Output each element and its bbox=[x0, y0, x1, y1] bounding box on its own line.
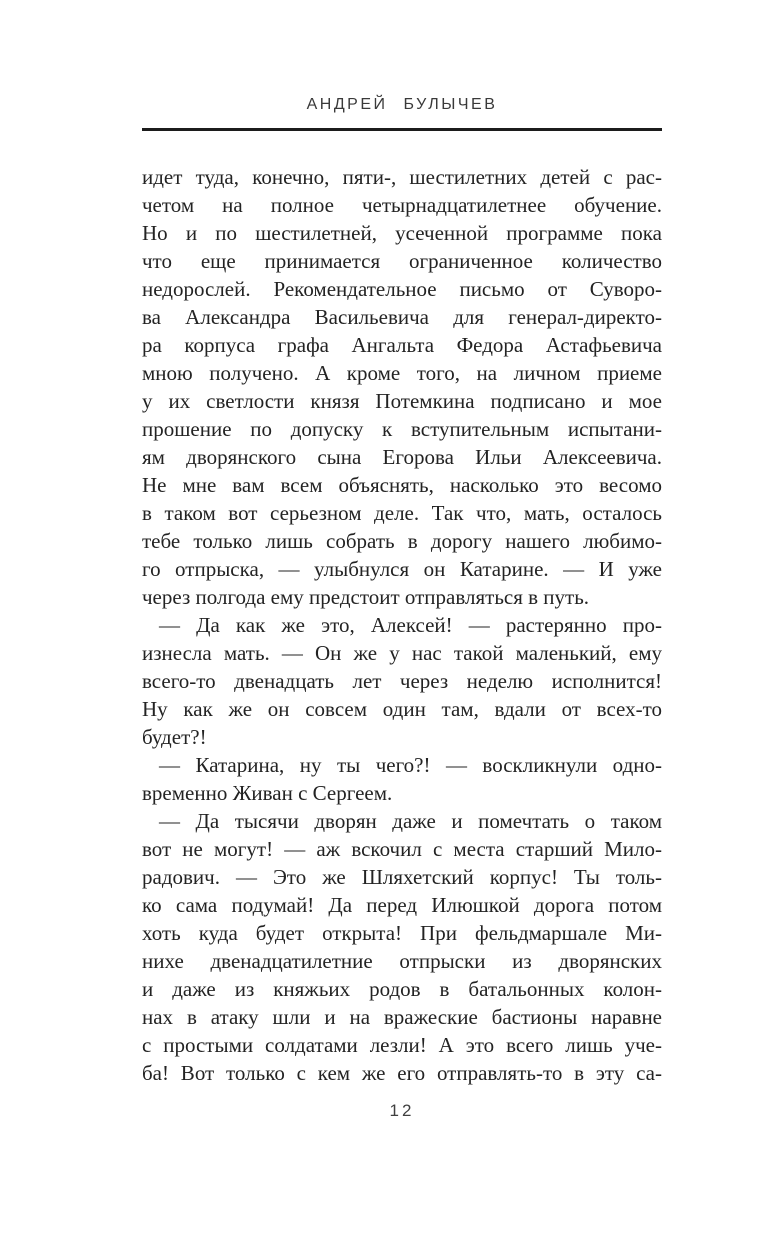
text-line: прошение по допуску к вступительным испытани- bbox=[142, 417, 662, 441]
body-text bbox=[142, 163, 662, 1087]
header-rule bbox=[142, 128, 662, 131]
text-line: тебе только лишь собрать в дорогу нашего любимо- bbox=[142, 529, 662, 553]
page-number: 12 bbox=[389, 1101, 415, 1120]
text-line: ра корпуса графа Ангальта Федора Астафьевича bbox=[142, 333, 662, 357]
text-line: через полгода ему предстоит отправляться в путь. bbox=[142, 585, 590, 609]
text-line: что еще принимается ограниченное количество bbox=[142, 249, 662, 273]
text-line: Не мне вам всем объяснять, насколько это весомо bbox=[142, 473, 662, 497]
text-line: ям дворянского сына Егорова Ильи Алексеевича. bbox=[142, 445, 662, 469]
text-line: ко сама подумай! Да перед Илюшкой дорога потом bbox=[142, 893, 662, 917]
text-line: всего-то двенадцать лет через неделю исполнится! bbox=[142, 669, 662, 693]
text-line: — Катарина, ну ты чего?! — воскликнули одно- bbox=[159, 753, 662, 777]
text-line: недорослей. Рекомендательное письмо от Суворо- bbox=[142, 277, 662, 301]
text-line: у их светлости князя Потемкина подписано и мое bbox=[142, 389, 662, 413]
text-line: Ну как же он совсем один там, вдали от всех-то bbox=[142, 697, 662, 721]
text-line: вот не могут! — аж вскочил с места старший Мило- bbox=[142, 837, 662, 861]
text-line: ба! Вот только с кем же его отправлять-то в эту са- bbox=[142, 1061, 662, 1085]
text-line: мною получено. А кроме того, на личном приеме bbox=[142, 361, 662, 385]
text-line: Но и по шестилетней, усеченной программе пока bbox=[142, 221, 662, 245]
text-line: и даже из княжьих родов в батальонных колон- bbox=[142, 977, 662, 1001]
text-line: нихе двенадцатилетние отпрыски из дворянских bbox=[142, 949, 662, 973]
text-line: — Да тысячи дворян даже и помечтать о таком bbox=[159, 809, 662, 833]
text-line: в таком вот серьезном деле. Так что, мать, осталось bbox=[142, 501, 662, 525]
text-line: нах в атаку шли и на вражеские бастионы наравне bbox=[142, 1005, 662, 1029]
text-line: — Да как же это, Алексей! — растерянно про- bbox=[159, 613, 662, 637]
running-head-author: АНДРЕЙ БУЛЫЧЕВ bbox=[306, 96, 498, 113]
text-line: будет?! bbox=[142, 725, 207, 749]
text-line: четом на полное четырнадцатилетнее обучение. bbox=[142, 193, 662, 217]
text-line: ва Александра Васильевича для генерал-директо- bbox=[142, 305, 662, 329]
text-line: радович. — Это же Шляхетский корпус! Ты толь- bbox=[142, 865, 662, 889]
text-line: изнесла мать. — Он же у нас такой маленький, ему bbox=[142, 641, 662, 665]
text-line: хоть куда будет открыта! При фельдмаршале Ми- bbox=[142, 921, 662, 945]
text-line: го отпрыска, — улыбнулся он Катарине. — И уже bbox=[142, 557, 662, 581]
text-line: временно Живан с Сергеем. bbox=[142, 781, 393, 805]
text-line: идет туда, конечно, пяти-, шестилетних детей с рас- bbox=[142, 165, 662, 189]
text-line: с простыми солдатами лезли! А это всего лишь уче- bbox=[142, 1033, 662, 1057]
